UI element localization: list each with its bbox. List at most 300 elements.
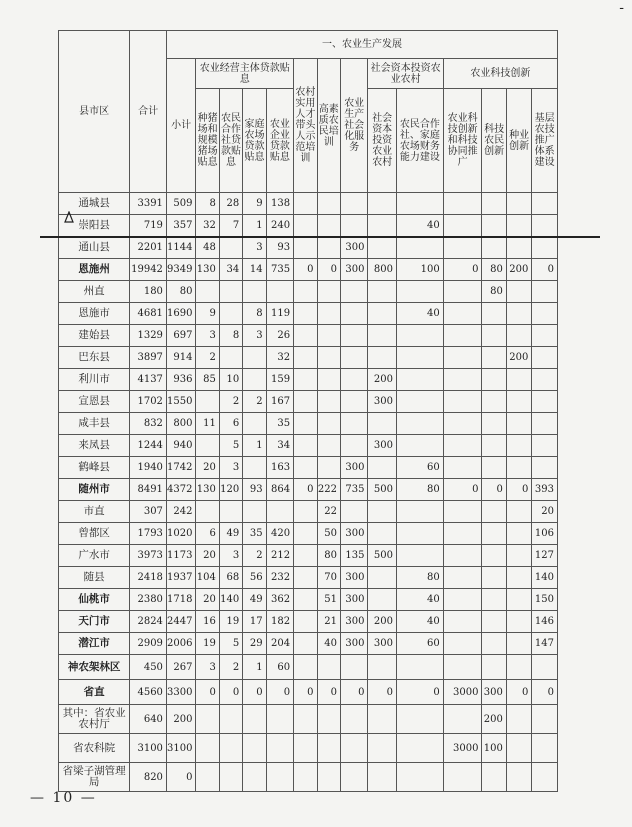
table-cell (482, 763, 506, 792)
table-cell (506, 633, 531, 655)
table-cell: 8 (196, 193, 219, 215)
table-cell: 204 (266, 633, 293, 655)
table-cell (294, 589, 317, 611)
table-cell (443, 413, 482, 435)
header-seed: 种业创新 (506, 89, 531, 193)
table-cell (317, 347, 340, 369)
table-cell: 420 (266, 523, 293, 545)
table-cell (294, 215, 317, 237)
table-cell: 735 (266, 259, 293, 281)
header-family: 家庭农场贷款贴息 (243, 89, 266, 193)
table-cell: 1940 (130, 457, 167, 479)
table-cell (532, 705, 558, 734)
table-cell (506, 705, 531, 734)
table-cell (482, 435, 506, 457)
table-cell: 0 (243, 680, 266, 705)
table-cell: 80 (396, 567, 443, 589)
table-cell (506, 457, 531, 479)
table-cell: 1793 (130, 523, 167, 545)
table-cell (443, 457, 482, 479)
row-county-name: 宣恩县 (59, 391, 130, 413)
header-pig: 种猪场和规模猪场贴息 (196, 89, 219, 193)
table-cell: 3000 (443, 734, 482, 763)
table-cell: 362 (266, 589, 293, 611)
table-cell (317, 281, 340, 303)
table-cell (196, 734, 219, 763)
table-cell: 180 (130, 281, 167, 303)
table-cell: 300 (340, 259, 367, 281)
table-cell: 80 (482, 281, 506, 303)
table-cell: 0 (506, 680, 531, 705)
table-cell (340, 763, 367, 792)
table-cell: 2418 (130, 567, 167, 589)
table-row (59, 369, 558, 391)
table-cell: 40 (396, 611, 443, 633)
row-county-name: 鹤峰县 (59, 457, 130, 479)
table-cell (506, 763, 531, 792)
table-cell: 127 (532, 545, 558, 567)
table-row (59, 501, 558, 523)
table-cell (482, 611, 506, 633)
table-cell (340, 655, 367, 680)
table-cell (243, 734, 266, 763)
table-cell: 19942 (130, 259, 167, 281)
table-cell: 2006 (166, 633, 196, 655)
table-cell (340, 734, 367, 763)
table-cell (219, 237, 242, 259)
table-cell (482, 325, 506, 347)
table-cell: 19 (196, 633, 219, 655)
table-cell: 2 (243, 545, 266, 567)
table-cell: 3 (243, 237, 266, 259)
table-cell (443, 501, 482, 523)
table-cell: 2 (196, 347, 219, 369)
table-cell: 735 (340, 479, 367, 501)
header-capacity: 农民合作社、家庭农场财务能力建设 (396, 89, 443, 193)
table-cell: 1690 (166, 303, 196, 325)
table-cell: 138 (266, 193, 293, 215)
table-cell (368, 281, 397, 303)
table-cell (368, 237, 397, 259)
table-cell: 9 (196, 303, 219, 325)
table-cell (482, 369, 506, 391)
table-cell: 509 (166, 193, 196, 215)
table-cell: 0 (317, 259, 340, 281)
table-cell (443, 303, 482, 325)
table-cell: 100 (396, 259, 443, 281)
table-cell (340, 215, 367, 237)
table-cell (482, 457, 506, 479)
table-cell: 832 (130, 413, 167, 435)
table-cell (196, 501, 219, 523)
table-row (59, 589, 558, 611)
table-cell: 200 (506, 347, 531, 369)
table-cell (532, 391, 558, 413)
table-row (59, 734, 558, 763)
table-cell (482, 523, 506, 545)
header-subtotal: 小计 (166, 59, 196, 193)
row-county-name: 仙桃市 (59, 589, 130, 611)
table-cell (482, 303, 506, 325)
table-cell (317, 193, 340, 215)
table-cell (396, 237, 443, 259)
table-cell: 500 (368, 479, 397, 501)
table-cell (443, 705, 482, 734)
row-county-name: 咸丰县 (59, 413, 130, 435)
table-cell: 26 (266, 325, 293, 347)
table-cell (506, 281, 531, 303)
table-row (59, 391, 558, 413)
table-cell: 300 (368, 391, 397, 413)
table-cell: 5 (219, 633, 242, 655)
table-cell (482, 391, 506, 413)
table-row (59, 259, 558, 281)
page-number: — 10 — (30, 790, 97, 806)
table-cell: 300 (368, 633, 397, 655)
table-cell: 34 (266, 435, 293, 457)
table-cell: 4137 (130, 369, 167, 391)
table-cell (294, 413, 317, 435)
table-cell: 20 (196, 457, 219, 479)
table-cell: 20 (196, 545, 219, 567)
table-cell (396, 523, 443, 545)
table-row (59, 633, 558, 655)
table-cell (243, 347, 266, 369)
table-cell (219, 734, 242, 763)
table-cell (396, 193, 443, 215)
table-cell: 940 (166, 435, 196, 457)
table-cell (368, 303, 397, 325)
table-cell: 0 (196, 680, 219, 705)
row-county-name: 神农架林区 (59, 655, 130, 680)
table-cell: 56 (243, 567, 266, 589)
table-cell (219, 303, 242, 325)
table-cell: 2824 (130, 611, 167, 633)
table-cell (317, 369, 340, 391)
table-cell (243, 457, 266, 479)
table-row (59, 611, 558, 633)
row-county-name: 天门市 (59, 611, 130, 633)
table-cell: 135 (340, 545, 367, 567)
table-cell (506, 567, 531, 589)
table-cell: 3 (243, 325, 266, 347)
table-cell (396, 655, 443, 680)
table-cell: 5 (219, 435, 242, 457)
table-cell (317, 215, 340, 237)
header-county: 县市区 (59, 31, 130, 193)
table-cell (340, 193, 367, 215)
table-cell (443, 435, 482, 457)
table-cell (482, 501, 506, 523)
table-cell: 200 (166, 705, 196, 734)
table-cell: 719 (130, 215, 167, 237)
table-cell: 68 (219, 567, 242, 589)
table-cell: 9 (243, 193, 266, 215)
table-cell: 0 (396, 680, 443, 705)
table-cell (294, 734, 317, 763)
table-cell (396, 435, 443, 457)
table-cell: 93 (266, 237, 293, 259)
table-cell: 2447 (166, 611, 196, 633)
table-cell: 182 (266, 611, 293, 633)
table-cell (294, 303, 317, 325)
table-cell: 35 (243, 523, 266, 545)
table-cell (506, 369, 531, 391)
table-cell: 3100 (130, 734, 167, 763)
table-cell: 0 (294, 259, 317, 281)
table-cell: 300 (340, 567, 367, 589)
table-row (59, 523, 558, 545)
table-cell (506, 545, 531, 567)
table-cell: 0 (340, 680, 367, 705)
table-cell (532, 435, 558, 457)
table-cell: 29 (243, 633, 266, 655)
table-cell: 167 (266, 391, 293, 413)
table-cell (532, 215, 558, 237)
table-cell: 0 (368, 680, 397, 705)
table-cell: 21 (317, 611, 340, 633)
table-cell: 49 (243, 589, 266, 611)
table-cell (506, 611, 531, 633)
table-cell (219, 281, 242, 303)
table-cell (443, 281, 482, 303)
table-cell: 17 (243, 611, 266, 633)
table-row (59, 457, 558, 479)
header-tech-coop: 农业科技创新和科技协同推广 (443, 89, 482, 193)
row-county-name: 其中：省农业农村厅 (59, 705, 130, 734)
table-cell (506, 325, 531, 347)
table-cell: 80 (482, 259, 506, 281)
table-cell (243, 413, 266, 435)
table-cell: 3391 (130, 193, 167, 215)
table-cell (368, 763, 397, 792)
table-cell (266, 734, 293, 763)
table-row (59, 193, 558, 215)
table-cell (506, 435, 531, 457)
table-cell: 49 (219, 523, 242, 545)
header-total: 合计 (130, 31, 167, 193)
table-cell (196, 435, 219, 457)
table-cell: 130 (196, 259, 219, 281)
row-county-name: 曾都区 (59, 523, 130, 545)
table-cell: 212 (266, 545, 293, 567)
table-cell (532, 281, 558, 303)
table-cell: 6 (196, 523, 219, 545)
header-tech-farmer: 科技农民创新 (482, 89, 506, 193)
row-county-name: 建始县 (59, 325, 130, 347)
table-cell: 820 (130, 763, 167, 792)
table-cell: 300 (340, 633, 367, 655)
table-cell: 0 (294, 479, 317, 501)
table-cell: 1020 (166, 523, 196, 545)
row-county-name: 市直 (59, 501, 130, 523)
table-cell: 0 (532, 259, 558, 281)
table-cell (243, 705, 266, 734)
table-row (59, 347, 558, 369)
header-tech-group: 农业科技创新 (443, 59, 557, 89)
table-cell: 35 (266, 413, 293, 435)
table-cell (294, 391, 317, 413)
table-cell (443, 545, 482, 567)
row-county-name: 巴东县 (59, 347, 130, 369)
table-cell (317, 457, 340, 479)
table-cell: 70 (317, 567, 340, 589)
table-cell (294, 523, 317, 545)
table-cell: 22 (317, 501, 340, 523)
table-cell: 51 (317, 589, 340, 611)
table-cell (340, 705, 367, 734)
table-cell: 4681 (130, 303, 167, 325)
table-cell: 1 (243, 435, 266, 457)
table-cell: 393 (532, 479, 558, 501)
table-cell (219, 705, 242, 734)
table-cell: 34 (219, 259, 242, 281)
table-cell (294, 655, 317, 680)
table-cell (196, 391, 219, 413)
table-cell: 242 (166, 501, 196, 523)
table-cell (506, 501, 531, 523)
table-cell: 3 (219, 457, 242, 479)
row-county-name: 来凤县 (59, 435, 130, 457)
header-capital-group: 社会资本投资农业农村 (368, 59, 443, 89)
table-cell (368, 193, 397, 215)
table-cell (443, 589, 482, 611)
table-cell (294, 457, 317, 479)
table-cell: 864 (266, 479, 293, 501)
table-cell (266, 281, 293, 303)
table-cell: 0 (506, 479, 531, 501)
table-cell: 0 (482, 479, 506, 501)
table-cell: 0 (294, 680, 317, 705)
table-cell (368, 347, 397, 369)
table-cell: 8 (243, 303, 266, 325)
table-cell (443, 237, 482, 259)
table-cell (294, 281, 317, 303)
table-cell: 60 (266, 655, 293, 680)
table-cell: 150 (532, 589, 558, 611)
table-cell: 40 (396, 215, 443, 237)
table-cell (368, 655, 397, 680)
table-cell (294, 611, 317, 633)
table-cell (532, 303, 558, 325)
table-cell: 140 (219, 589, 242, 611)
table-cell: 2 (219, 391, 242, 413)
table-cell (443, 655, 482, 680)
table-cell (219, 501, 242, 523)
table-cell (482, 633, 506, 655)
table-cell: 1 (243, 215, 266, 237)
table-cell (443, 633, 482, 655)
table-cell (196, 705, 219, 734)
table-cell (219, 347, 242, 369)
table-cell: 2 (219, 655, 242, 680)
table-cell (443, 193, 482, 215)
table-cell: 1173 (166, 545, 196, 567)
table-cell (340, 369, 367, 391)
row-county-name: 省直 (59, 680, 130, 705)
table-cell (396, 763, 443, 792)
table-cell: 1742 (166, 457, 196, 479)
table-cell (396, 281, 443, 303)
table-cell (532, 325, 558, 347)
table-cell: 2201 (130, 237, 167, 259)
table-cell: 40 (396, 303, 443, 325)
table-cell: 19 (219, 611, 242, 633)
table-cell (340, 347, 367, 369)
header-subsidy-group: 农业经营主体贷款贴息 (196, 59, 294, 89)
table-cell (294, 369, 317, 391)
table-cell: 2380 (130, 589, 167, 611)
table-cell: 200 (368, 369, 397, 391)
table-cell (317, 325, 340, 347)
table-cell (243, 501, 266, 523)
table-cell (294, 237, 317, 259)
table-row (59, 281, 558, 303)
table-cell: 3000 (443, 680, 482, 705)
table-cell (506, 413, 531, 435)
header-extension: 基层农技推广体系建设 (532, 89, 558, 193)
table-cell (368, 457, 397, 479)
header-enterprise: 农业企业贷款贴息 (266, 89, 293, 193)
row-county-name: 利川市 (59, 369, 130, 391)
table-row (59, 567, 558, 589)
allocation-table (58, 30, 558, 792)
table-cell (368, 413, 397, 435)
table-cell: 1937 (166, 567, 196, 589)
header-rural-talent: 农村实用人才带头人示范培训 (294, 59, 317, 193)
table-cell (243, 369, 266, 391)
header-section1: 一、农业生产发展 (166, 31, 557, 59)
table-cell: 200 (368, 611, 397, 633)
table-cell: 300 (340, 589, 367, 611)
table-row (59, 763, 558, 792)
table-cell: 40 (317, 633, 340, 655)
table-cell: 9349 (166, 259, 196, 281)
table-cell: 104 (196, 567, 219, 589)
table-cell (532, 734, 558, 763)
table-cell (368, 589, 397, 611)
table-cell (219, 763, 242, 792)
table-cell: 300 (340, 611, 367, 633)
table-cell (243, 763, 266, 792)
header-coop: 农民合作社贷款贴息 (219, 89, 242, 193)
row-county-name: 潜江市 (59, 633, 130, 655)
table-cell: 1 (243, 655, 266, 680)
table-cell: 800 (166, 413, 196, 435)
table-cell (368, 501, 397, 523)
table-cell (506, 215, 531, 237)
row-county-name: 省农科院 (59, 734, 130, 763)
table-cell (443, 347, 482, 369)
table-cell: 0 (219, 680, 242, 705)
table-cell: 40 (396, 589, 443, 611)
table-cell: 85 (196, 369, 219, 391)
table-row (59, 655, 558, 680)
table-cell (443, 215, 482, 237)
table-cell: 14 (243, 259, 266, 281)
table-cell (443, 391, 482, 413)
table-cell: 60 (396, 633, 443, 655)
table-cell: 10 (219, 369, 242, 391)
table-cell: 232 (266, 567, 293, 589)
table-cell (294, 567, 317, 589)
table-cell (317, 303, 340, 325)
table-cell (340, 281, 367, 303)
table-cell: 8491 (130, 479, 167, 501)
table-cell (294, 633, 317, 655)
table-cell: 3300 (166, 680, 196, 705)
table-cell: 3897 (130, 347, 167, 369)
